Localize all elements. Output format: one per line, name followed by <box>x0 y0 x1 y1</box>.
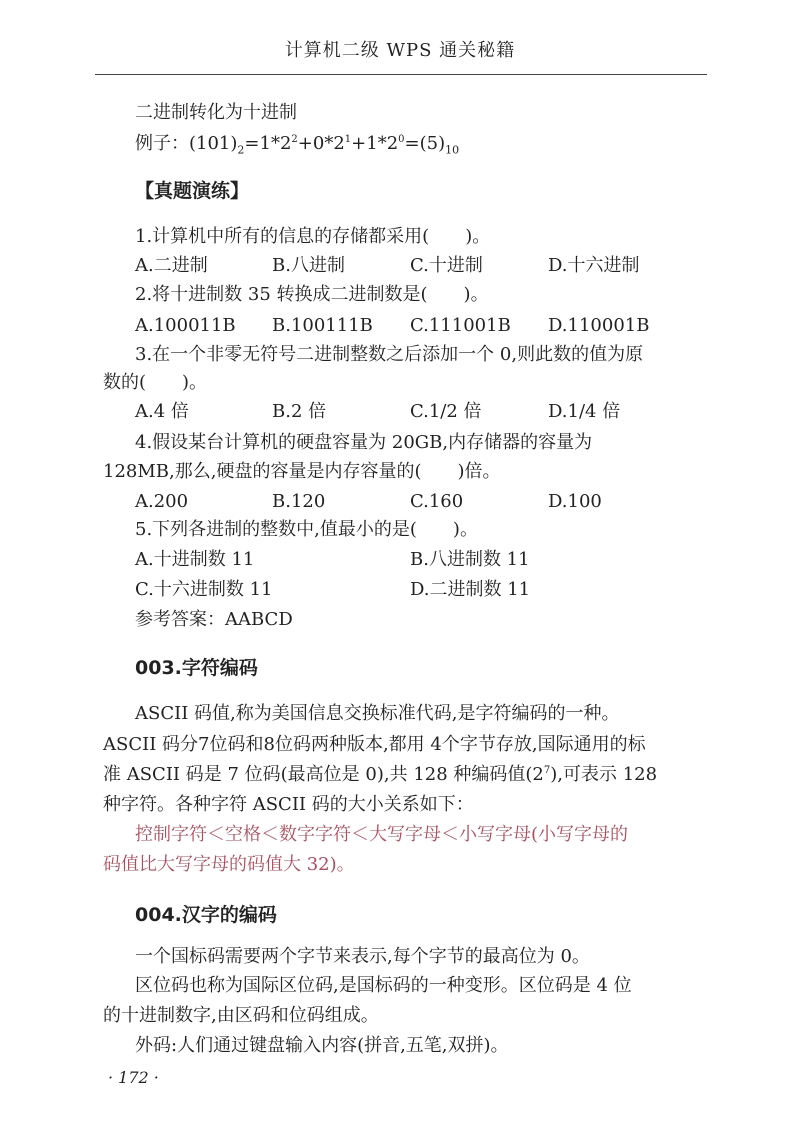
question-4-line2: 128MB,那么,硬盘的容量是内存容量的( )倍。 <box>103 461 501 482</box>
question-4-line1: 4.假设某台计算机的硬盘容量为 20GB,内存储器的容量为 <box>135 432 593 453</box>
q1-option-d: D.十六进制 <box>548 255 640 276</box>
q3-option-d: D.1/4 倍 <box>548 401 621 422</box>
header-rule <box>95 74 707 75</box>
running-header: 计算机二级 WPS 通关秘籍 <box>284 40 516 61</box>
section-003-p4: 种字符。各种字符 ASCII 码的大小关系如下： <box>103 794 474 815</box>
section-003-p3: 准 ASCII 码是 7 位码(最高位是 0),共 128 种编码值$(2^7)$,可表示 128 <box>103 764 658 785</box>
section-004-p4: 外码:人们通过键盘输入内容(拼音,五笔,双拼)。 <box>135 1035 509 1056</box>
question-3-line2: 数的( )。 <box>103 372 208 393</box>
practice-heading: 【真题演练】 <box>135 180 250 202</box>
q2-option-c: C.111001B <box>410 315 511 336</box>
answer-key: 参考答案：AABCD <box>135 609 293 630</box>
q3-option-c: C.1/2 倍 <box>410 401 482 422</box>
q1-option-b: B.八进制 <box>272 255 345 276</box>
section-003-p2: ASCII 码分7位码和8位码两种版本,都用 4个字节存放,国际通用的标 <box>103 734 646 755</box>
question-3-line1: 3.在一个非零无符号二进制整数之后添加一个 0,则此数的值为原 <box>135 344 644 365</box>
ascii-order-line1: 控制字符＜空格＜数字字符＜大写字母＜小写字母(小写字母的 <box>135 824 629 845</box>
page-number: · 172 · <box>108 1068 159 1087</box>
q5-option-c: C.十六进制数 11 <box>135 579 273 600</box>
section-004-p3: 的十进制数字,由区码和位码组成。 <box>103 1005 379 1026</box>
q1-option-c: C.十进制 <box>410 255 483 276</box>
q4-option-a: A.200 <box>135 491 189 512</box>
q5-option-a: A.十进制数 11 <box>135 549 255 570</box>
q5-option-d: D.二进制数 11 <box>410 579 531 600</box>
ascii-order-line2: 码值比大写字母的码值大 32)。 <box>103 854 355 875</box>
q2-option-b: B.100111B <box>272 315 373 336</box>
section-003-title: 003.字符编码 <box>135 657 258 679</box>
question-1: 1.计算机中所有的信息的存储都采用( )。 <box>135 226 491 247</box>
q4-option-d: D.100 <box>548 491 602 512</box>
section-004-p2: 区位码也称为国际区位码,是国标码的一种变形。区位码是 4 位 <box>135 975 632 996</box>
section-003-p1: ASCII 码值,称为美国信息交换标准代码,是字符编码的一种。 <box>135 703 620 724</box>
section-004-p1: 一个国标码需要两个字节来表示,每个字节的最高位为 0。 <box>135 946 590 967</box>
q2-option-d: D.110001B <box>548 315 650 336</box>
question-2: 2.将十进制数 35 转换成二进制数是( )。 <box>135 284 489 305</box>
q4-option-c: C.160 <box>410 491 464 512</box>
intro-line: 二进制转化为十进制 <box>135 102 297 123</box>
q5-option-b: B.八进制数 11 <box>410 549 530 570</box>
q2-option-a: A.100011B <box>135 315 236 336</box>
section-004-title: 004.汉字的编码 <box>135 904 277 926</box>
q1-option-a: A.二进制 <box>135 255 208 276</box>
q3-option-a: A.4 倍 <box>135 401 189 422</box>
q3-option-b: B.2 倍 <box>272 401 327 422</box>
q4-option-b: B.120 <box>272 491 326 512</box>
binary-example: 例子：$(101)_2=1*2^2+0*2^1+1*2^0=(5)_{10}$ <box>135 133 460 157</box>
question-5: 5.下列各进制的整数中,值最小的是( )。 <box>135 519 478 540</box>
